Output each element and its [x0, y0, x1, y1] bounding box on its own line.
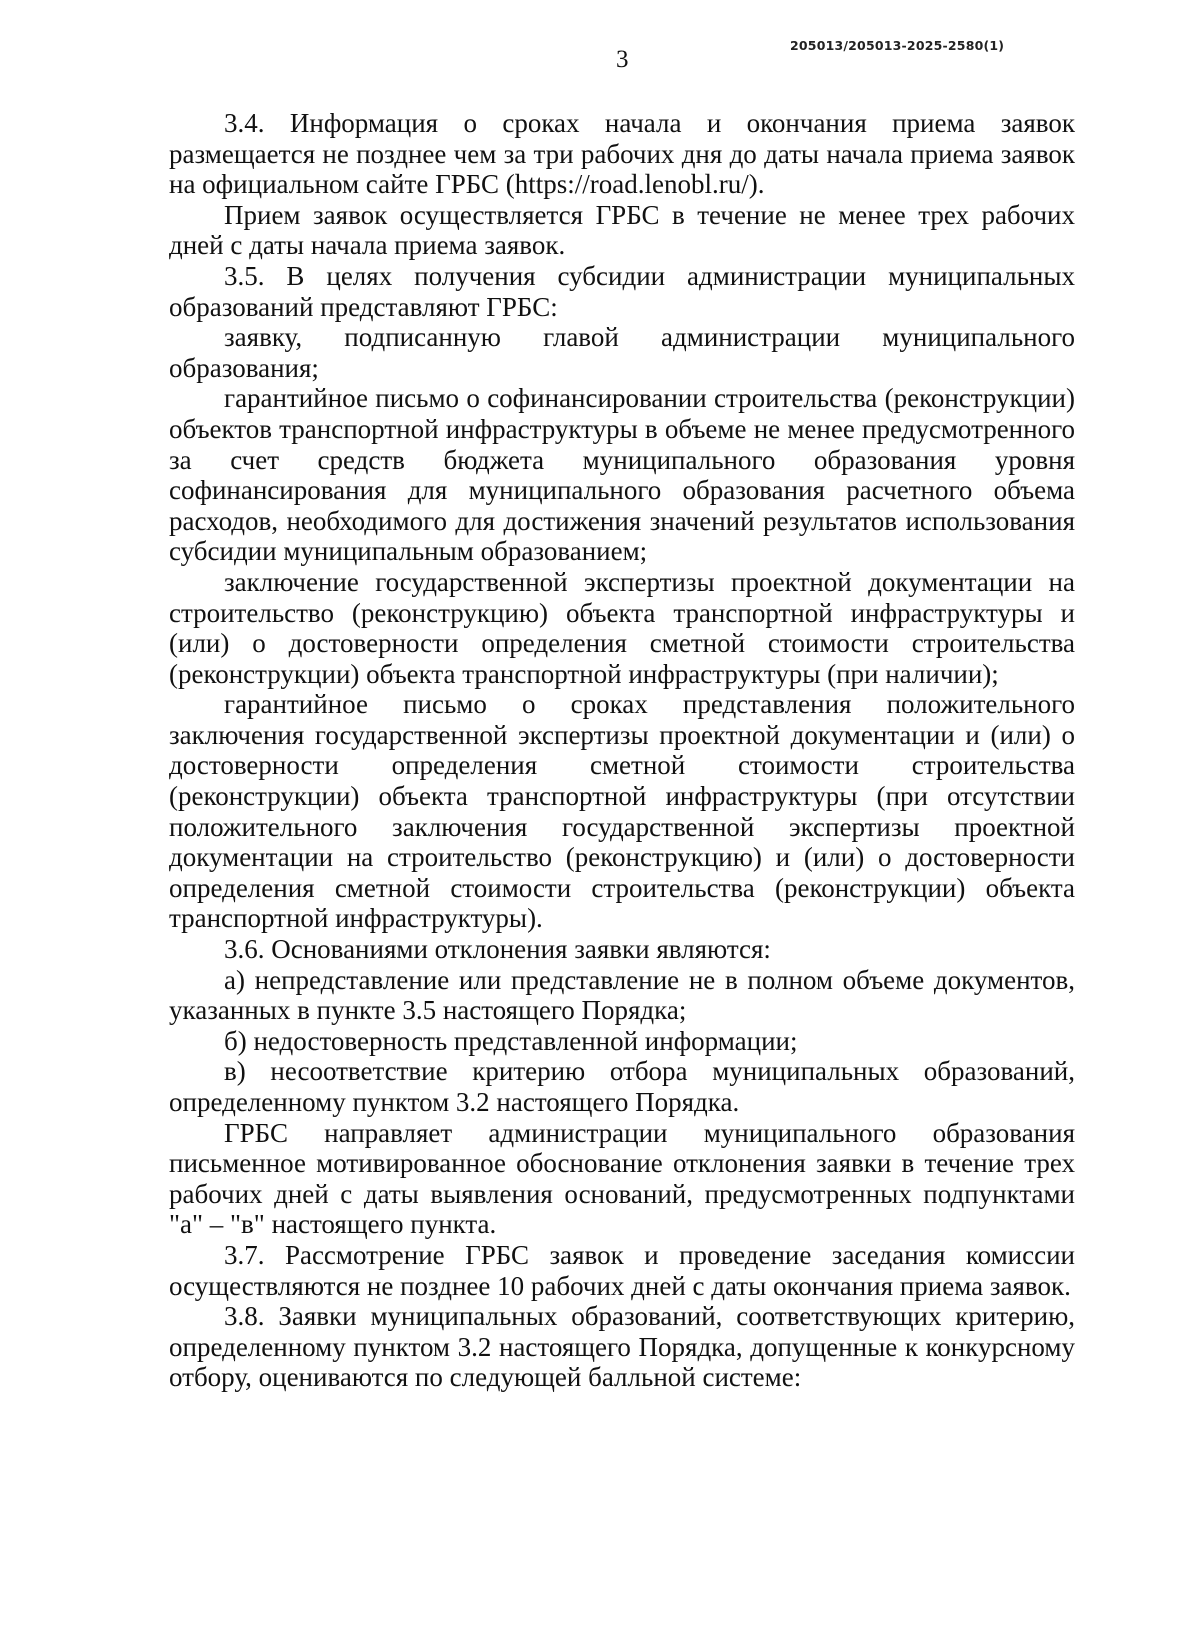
list-item-a: а) непредставление или представление не в полном объеме документов, указанных в пункте 3.5 настоящего Порядка;: [169, 964, 1075, 1026]
document-id: 205013/205013-2025-2580(1): [790, 38, 1005, 53]
list-item-application: заявку, подписанную главой администрации муниципального образования;: [169, 322, 1075, 383]
paragraph-acceptance-period: Прием заявок осуществляется ГРБС в течение не менее трех рабочих дней с даты начала приема заявок.: [169, 199, 1075, 261]
list-item-v: в) несоответствие критерию отбора муниципальных образований, определенному пунктом 3.2 настоящего Порядка.: [169, 1056, 1075, 1117]
paragraph-3-4: 3.4. Информация о сроках начала и окончания приема заявок размещается не позднее чем за три рабочих дня до даты начала приема заявок на официальном сайте ГРБС (https://road.lenobl.ru/).: [169, 108, 1075, 200]
paragraph-rejection-notice: ГРБС направляет администрации муниципального образования письменное мотивированное обоснование отклонения заявки в течение трех рабочих дней с даты выявления оснований, предусмотренных подпунктами "а" – "в" настоящего пункта.: [169, 1117, 1075, 1240]
paragraph-3-8: 3.8. Заявки муниципальных образований, соответствующих критерию, определенному пунктом 3.2 настоящего Порядка, допущенные к конкурсному отбору, оцениваются по следующей балльной системе:: [169, 1301, 1075, 1393]
list-item-expertise-guarantee-letter: гарантийное письмо о сроках представления положительного заключения государственной экспертизы проектной документации и (или) о достоверности определения сметной стоимости строительства (реконструкции) объекта транспортной инфраструктуры (при отсутствии положительного заключения государственной экспертизы проектной документации на строительство (реконструкцию) и (или) о достоверности определения сметной стоимости строительства (реконструкции) объекта транспортной инфраструктуры).: [169, 689, 1075, 934]
list-item-expertise-conclusion: заключение государственной экспертизы проектной документации на строительство (реконструкцию) объекта транспортной инфраструктуры и (или) о достоверности определения сметной стоимости строительства (реконструкции) объекта транспортной инфраструктуры (при наличии);: [169, 566, 1075, 689]
document-body: [169, 108, 1075, 1393]
list-item-b: б) недостоверность представленной информации;: [224, 1025, 798, 1056]
list-item-cofinancing-letter: гарантийное письмо о софинансировании строительства (реконструкции) объектов транспортной инфраструктуры в объеме не менее предусмотренного за счет средств бюджета муниципального образования уровня софинансирования для муниципального образования расчетного объема расходов, необходимого для достижения значений результатов использования субсидии муниципальным образованием;: [169, 383, 1075, 567]
paragraph-3-5: 3.5. В целях получения субсидии администрации муниципальных образований представляют ГРБС:: [169, 260, 1075, 322]
page-number: 3: [616, 46, 629, 73]
paragraph-3-7: 3.7. Рассмотрение ГРБС заявок и проведение заседания комиссии осуществляются не позднее 10 рабочих дней с даты окончания приема заявок.: [169, 1239, 1075, 1301]
paragraph-3-6: 3.6. Основаниями отклонения заявки являются:: [224, 934, 771, 965]
